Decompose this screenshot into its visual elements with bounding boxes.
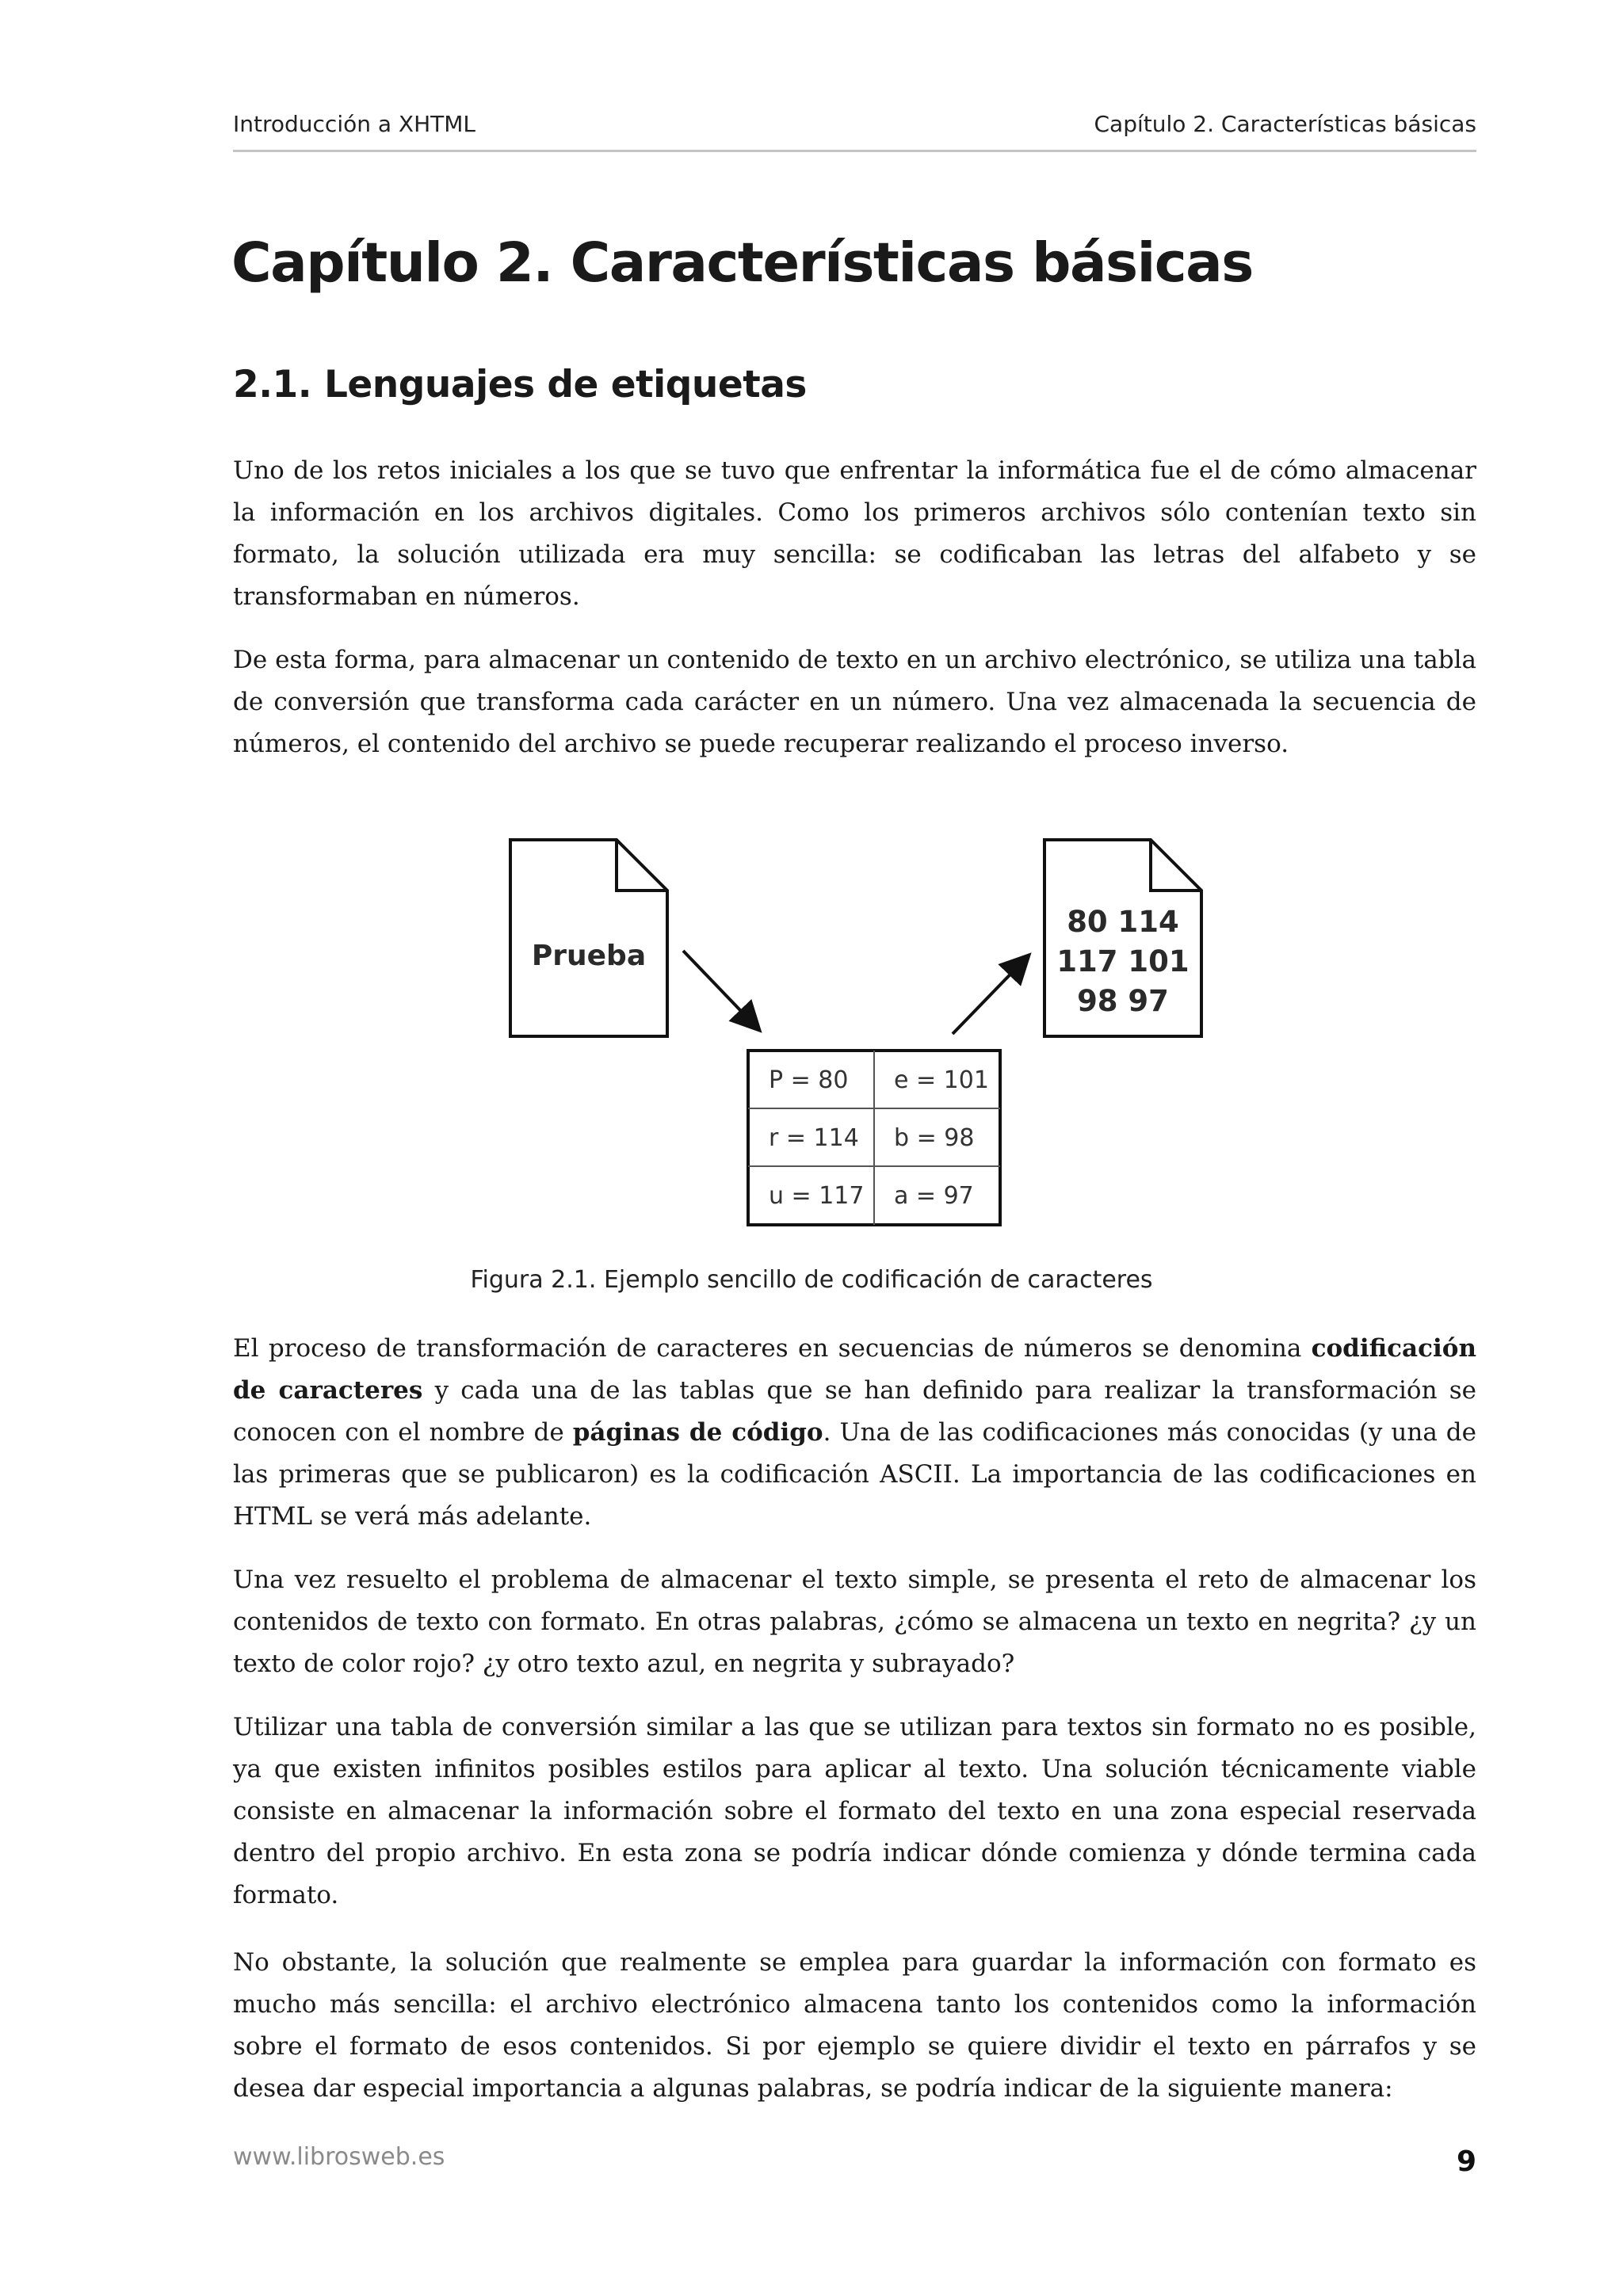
chapter-title: Capítulo 2. Características básicas <box>231 231 1253 295</box>
paragraph-5: Utilizar una tabla de conversión similar a las que se utilizan para textos sin formato no es posible, ya que existen infinitos posibles estilos para aplicar al texto. Una solución técnicamente viable consiste en almacenar la información sobre el formato del texto en una zona especial reservada dentro del propio archivo. En esta zona se podría indicar dónde comienza y dónde termina cada formato. <box>233 1713 1476 1909</box>
source-document-icon <box>510 840 667 1036</box>
paragraph-2: De esta forma, para almacenar un contenido de texto en un archivo electrónico, se utiliza una tabla de conversión que transforma cada carácter en un número. Una vez almacenada la secuencia de números, el contenido del archivo se puede recuperar realizando el proceso inverso. <box>233 646 1476 758</box>
footer-link[interactable]: www.librosweb.es <box>233 2143 445 2171</box>
term-character-encoding: codificación de caracteres <box>233 1334 1476 1405</box>
paragraph-4: Una vez resuelto el problema de almacenar el texto simple, se presenta el reto de almacenar los contenidos de texto con formato. En otras palabras, ¿cómo se almacena un texto en negrita? ¿y un texto de color rojo? ¿y otro texto azul, en negrita y subrayado? <box>233 1566 1476 1678</box>
table-cell: P = 80 <box>769 1066 849 1094</box>
term-code-pages: páginas de código <box>572 1418 823 1447</box>
table-cell: r = 114 <box>769 1124 859 1152</box>
output-line-3: 98 97 <box>1077 984 1169 1018</box>
paragraph-3-text: y cada una de las tablas que se han definido para realizar la transformación se conocen con el nombre de <box>233 1376 1477 1447</box>
paragraph-3-text: . Una de las codificaciones más conocidas (y una de las primeras que se publicaron) es la codificación ASCII. La importancia de las codificaciones en HTML se verá más adelante. <box>233 1418 1476 1531</box>
table-cell: e = 101 <box>894 1066 989 1094</box>
paragraph-3-text: El proceso de transformación de caracteres en secuencias de números se denomina <box>233 1334 1312 1363</box>
page-number: 9 <box>1456 2145 1476 2178</box>
output-line-1: 80 114 <box>1067 905 1179 939</box>
table-cell: b = 98 <box>894 1124 975 1152</box>
table-cell: a = 97 <box>894 1182 974 1210</box>
paragraph-3 <box>233 1328 1476 1538</box>
running-header-left: Introducción a XHTML <box>233 111 476 137</box>
section-title: 2.1. Lenguajes de etiquetas <box>233 363 807 406</box>
paragraph-6: No obstante, la solución que realmente se emplea para guardar la información con formato es mucho más sencilla: el archivo electrónico almacena tanto los contenidos como la información sobre el formato de esos contenidos. Si por ejemplo se quiere dividir el texto en párrafos y se desea dar especial importancia a algunas palabras, se podría indicar de la siguiente manera: <box>233 1948 1476 2103</box>
figure-character-encoding <box>0 824 1623 1268</box>
table-cell: u = 117 <box>769 1182 865 1210</box>
running-header-right: Capítulo 2. Características básicas <box>1094 111 1476 137</box>
output-line-2: 117 101 <box>1056 944 1190 978</box>
header-divider <box>233 150 1476 152</box>
paragraph-1: Uno de los retos iniciales a los que se tuvo que enfrentar la informática fue el de cómo almacenar la información en los archivos digitales. Como los primeros archivos sólo contenían texto sin formato, la solución utilizada era muy sencilla: se codificaban las letras del alfabeto y se transformaban en números. <box>233 456 1476 611</box>
arrow-to-table <box>683 951 758 1028</box>
source-document-label: Prueba <box>531 940 647 972</box>
figure-caption: Figura 2.1. Ejemplo sencillo de codificación de caracteres <box>470 1266 1153 1294</box>
arrow-to-output <box>953 957 1027 1034</box>
